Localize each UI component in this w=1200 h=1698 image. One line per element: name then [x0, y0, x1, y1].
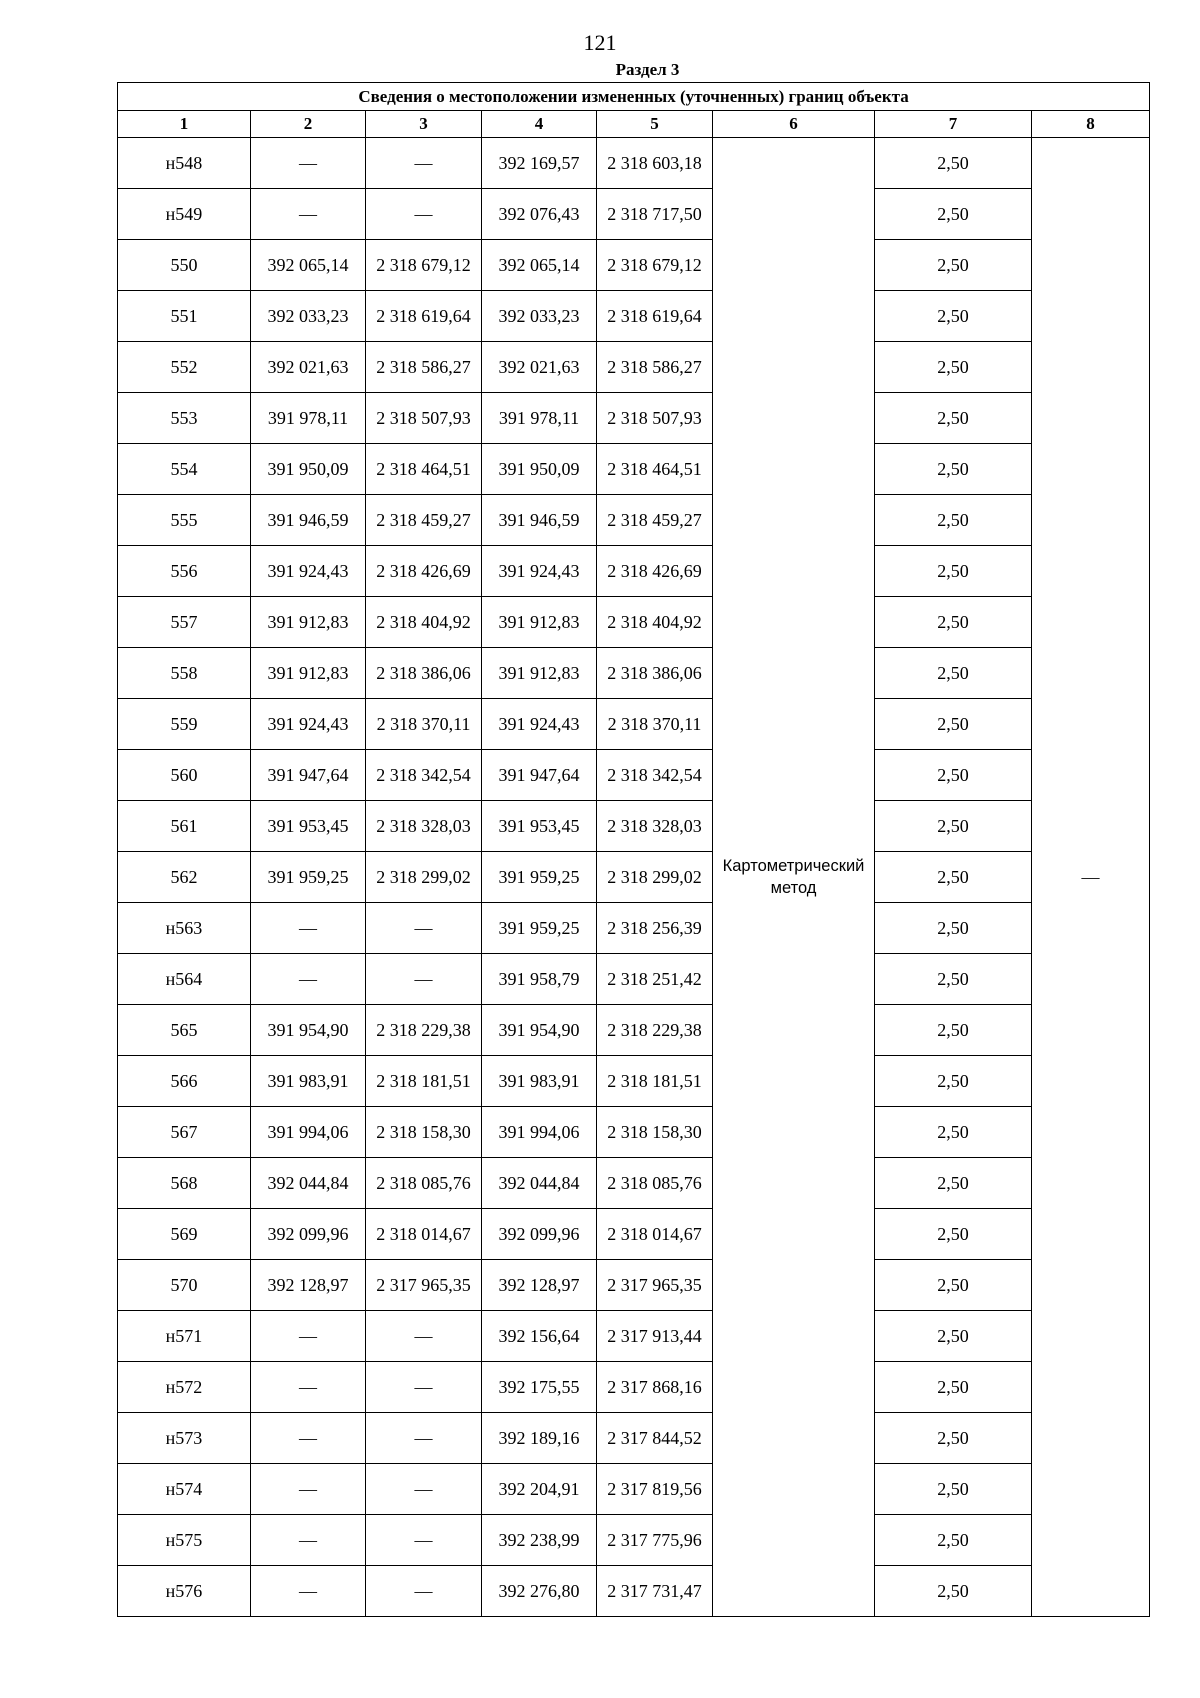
- column-number: 3: [366, 111, 482, 138]
- new-x-cell: 391 953,45: [482, 801, 597, 852]
- old-x-cell: —: [251, 189, 366, 240]
- new-y-cell: 2 317 844,52: [597, 1413, 713, 1464]
- table-row: [118, 801, 1150, 852]
- new-y-cell: 2 318 464,51: [597, 444, 713, 495]
- point-id-cell: н564: [118, 954, 251, 1005]
- accuracy-cell: 2,50: [875, 954, 1032, 1005]
- new-x-cell: 392 076,43: [482, 189, 597, 240]
- table-row: [118, 597, 1150, 648]
- point-id-cell: н574: [118, 1464, 251, 1515]
- accuracy-cell: 2,50: [875, 648, 1032, 699]
- old-x-cell: 391 959,25: [251, 852, 366, 903]
- accuracy-cell: 2,50: [875, 444, 1032, 495]
- old-x-cell: —: [251, 1311, 366, 1362]
- old-y-cell: —: [366, 1311, 482, 1362]
- table-row: [118, 240, 1150, 291]
- table-row: [118, 291, 1150, 342]
- new-y-cell: 2 318 370,11: [597, 699, 713, 750]
- new-x-cell: 391 978,11: [482, 393, 597, 444]
- column-numbers-row: [118, 111, 1150, 138]
- old-x-cell: 391 912,83: [251, 648, 366, 699]
- point-id-cell: 565: [118, 1005, 251, 1056]
- accuracy-cell: 2,50: [875, 1260, 1032, 1311]
- old-x-cell: —: [251, 903, 366, 954]
- old-y-cell: 2 318 507,93: [366, 393, 482, 444]
- new-x-cell: 391 924,43: [482, 546, 597, 597]
- new-x-cell: 391 912,83: [482, 648, 597, 699]
- new-x-cell: 391 947,64: [482, 750, 597, 801]
- point-id-cell: 550: [118, 240, 251, 291]
- point-id-cell: 558: [118, 648, 251, 699]
- point-id-cell: 552: [118, 342, 251, 393]
- table-row: [118, 1362, 1150, 1413]
- table-row: [118, 750, 1150, 801]
- old-y-cell: 2 318 586,27: [366, 342, 482, 393]
- old-x-cell: 392 021,63: [251, 342, 366, 393]
- point-id-cell: 554: [118, 444, 251, 495]
- old-y-cell: 2 318 299,02: [366, 852, 482, 903]
- table-caption: Сведения о местоположении измененных (уточненных) границ объекта: [118, 83, 1150, 111]
- new-y-cell: 2 318 251,42: [597, 954, 713, 1005]
- old-x-cell: 391 994,06: [251, 1107, 366, 1158]
- point-id-cell: н575: [118, 1515, 251, 1566]
- table-row: [118, 1260, 1150, 1311]
- new-x-cell: 392 276,80: [482, 1566, 597, 1617]
- old-y-cell: 2 318 370,11: [366, 699, 482, 750]
- table-row: [118, 1413, 1150, 1464]
- table-row: [118, 1515, 1150, 1566]
- accuracy-cell: 2,50: [875, 1107, 1032, 1158]
- new-y-cell: 2 318 603,18: [597, 138, 713, 189]
- accuracy-cell: 2,50: [875, 1566, 1032, 1617]
- old-y-cell: 2 318 426,69: [366, 546, 482, 597]
- old-y-cell: 2 318 342,54: [366, 750, 482, 801]
- point-id-cell: н548: [118, 138, 251, 189]
- old-y-cell: —: [366, 1413, 482, 1464]
- new-x-cell: 391 912,83: [482, 597, 597, 648]
- old-y-cell: 2 318 085,76: [366, 1158, 482, 1209]
- old-y-cell: —: [366, 1566, 482, 1617]
- old-x-cell: 391 983,91: [251, 1056, 366, 1107]
- column-number: 6: [713, 111, 875, 138]
- old-x-cell: 391 912,83: [251, 597, 366, 648]
- column-number: 2: [251, 111, 366, 138]
- new-y-cell: 2 318 014,67: [597, 1209, 713, 1260]
- accuracy-cell: 2,50: [875, 1413, 1032, 1464]
- old-y-cell: —: [366, 954, 482, 1005]
- table-row: [118, 393, 1150, 444]
- point-id-cell: 556: [118, 546, 251, 597]
- table-row: [118, 495, 1150, 546]
- old-x-cell: —: [251, 1464, 366, 1515]
- accuracy-cell: 2,50: [875, 1005, 1032, 1056]
- new-x-cell: 391 950,09: [482, 444, 597, 495]
- old-x-cell: 392 044,84: [251, 1158, 366, 1209]
- accuracy-cell: 2,50: [875, 1209, 1032, 1260]
- table-row: [118, 1311, 1150, 1362]
- old-x-cell: 391 950,09: [251, 444, 366, 495]
- point-id-cell: 567: [118, 1107, 251, 1158]
- method-cell: Картометрический метод: [713, 138, 875, 1617]
- accuracy-cell: 2,50: [875, 495, 1032, 546]
- new-y-cell: 2 318 459,27: [597, 495, 713, 546]
- point-id-cell: 560: [118, 750, 251, 801]
- accuracy-cell: 2,50: [875, 240, 1032, 291]
- point-id-cell: 561: [118, 801, 251, 852]
- old-y-cell: 2 318 386,06: [366, 648, 482, 699]
- table-row: [118, 699, 1150, 750]
- accuracy-cell: 2,50: [875, 699, 1032, 750]
- point-id-cell: 570: [118, 1260, 251, 1311]
- column-number: 4: [482, 111, 597, 138]
- point-id-cell: 569: [118, 1209, 251, 1260]
- new-x-cell: 392 128,97: [482, 1260, 597, 1311]
- old-y-cell: —: [366, 138, 482, 189]
- boundary-points-table: [117, 82, 1150, 1617]
- new-y-cell: 2 318 229,38: [597, 1005, 713, 1056]
- point-id-cell: 562: [118, 852, 251, 903]
- old-y-cell: —: [366, 189, 482, 240]
- point-id-cell: 559: [118, 699, 251, 750]
- old-y-cell: 2 318 158,30: [366, 1107, 482, 1158]
- old-x-cell: 391 954,90: [251, 1005, 366, 1056]
- new-y-cell: 2 318 256,39: [597, 903, 713, 954]
- new-y-cell: 2 318 426,69: [597, 546, 713, 597]
- table-row: [118, 1209, 1150, 1260]
- old-x-cell: 392 128,97: [251, 1260, 366, 1311]
- table-row: [118, 1056, 1150, 1107]
- point-id-cell: н563: [118, 903, 251, 954]
- new-y-cell: 2 317 965,35: [597, 1260, 713, 1311]
- point-id-cell: н573: [118, 1413, 251, 1464]
- table-row: [118, 546, 1150, 597]
- new-x-cell: 392 099,96: [482, 1209, 597, 1260]
- accuracy-cell: 2,50: [875, 1362, 1032, 1413]
- column8-cell: —: [1032, 138, 1150, 1617]
- old-x-cell: 391 946,59: [251, 495, 366, 546]
- old-x-cell: 391 924,43: [251, 546, 366, 597]
- table-row: [118, 1158, 1150, 1209]
- new-x-cell: 392 169,57: [482, 138, 597, 189]
- accuracy-cell: 2,50: [875, 1515, 1032, 1566]
- point-id-cell: 551: [118, 291, 251, 342]
- new-x-cell: 392 065,14: [482, 240, 597, 291]
- old-x-cell: —: [251, 1566, 366, 1617]
- new-x-cell: 391 924,43: [482, 699, 597, 750]
- table-row: [118, 189, 1150, 240]
- new-y-cell: 2 317 868,16: [597, 1362, 713, 1413]
- table-row: [118, 903, 1150, 954]
- accuracy-cell: 2,50: [875, 1158, 1032, 1209]
- old-y-cell: 2 317 965,35: [366, 1260, 482, 1311]
- point-id-cell: 566: [118, 1056, 251, 1107]
- new-x-cell: 391 994,06: [482, 1107, 597, 1158]
- old-y-cell: 2 318 404,92: [366, 597, 482, 648]
- old-y-cell: 2 318 459,27: [366, 495, 482, 546]
- table-row: [118, 1005, 1150, 1056]
- accuracy-cell: 2,50: [875, 546, 1032, 597]
- accuracy-cell: 2,50: [875, 189, 1032, 240]
- accuracy-cell: 2,50: [875, 1464, 1032, 1515]
- new-x-cell: 391 954,90: [482, 1005, 597, 1056]
- old-y-cell: 2 318 229,38: [366, 1005, 482, 1056]
- old-x-cell: 392 033,23: [251, 291, 366, 342]
- new-y-cell: 2 317 775,96: [597, 1515, 713, 1566]
- table-row: [118, 1464, 1150, 1515]
- accuracy-cell: 2,50: [875, 750, 1032, 801]
- new-x-cell: 392 175,55: [482, 1362, 597, 1413]
- accuracy-cell: 2,50: [875, 801, 1032, 852]
- accuracy-cell: 2,50: [875, 291, 1032, 342]
- old-x-cell: 391 978,11: [251, 393, 366, 444]
- accuracy-cell: 2,50: [875, 852, 1032, 903]
- accuracy-cell: 2,50: [875, 138, 1032, 189]
- new-y-cell: 2 318 181,51: [597, 1056, 713, 1107]
- table-row: [118, 342, 1150, 393]
- new-x-cell: 392 156,64: [482, 1311, 597, 1362]
- old-y-cell: —: [366, 1515, 482, 1566]
- table-row: [118, 1107, 1150, 1158]
- new-y-cell: 2 318 404,92: [597, 597, 713, 648]
- old-x-cell: —: [251, 1515, 366, 1566]
- point-id-cell: 568: [118, 1158, 251, 1209]
- new-x-cell: 391 946,59: [482, 495, 597, 546]
- old-x-cell: 392 099,96: [251, 1209, 366, 1260]
- new-y-cell: 2 317 913,44: [597, 1311, 713, 1362]
- accuracy-cell: 2,50: [875, 903, 1032, 954]
- old-x-cell: 391 953,45: [251, 801, 366, 852]
- new-y-cell: 2 318 085,76: [597, 1158, 713, 1209]
- table-row: [118, 852, 1150, 903]
- accuracy-cell: 2,50: [875, 393, 1032, 444]
- new-x-cell: 392 033,23: [482, 291, 597, 342]
- accuracy-cell: 2,50: [875, 342, 1032, 393]
- section-title: Раздел 3: [615, 60, 680, 79]
- old-x-cell: —: [251, 138, 366, 189]
- old-y-cell: 2 318 181,51: [366, 1056, 482, 1107]
- new-x-cell: 391 958,79: [482, 954, 597, 1005]
- old-x-cell: 391 947,64: [251, 750, 366, 801]
- old-x-cell: —: [251, 954, 366, 1005]
- old-x-cell: 391 924,43: [251, 699, 366, 750]
- column-number: 7: [875, 111, 1032, 138]
- page-number: 121: [583, 30, 617, 55]
- column-number: 1: [118, 111, 251, 138]
- new-y-cell: 2 318 328,03: [597, 801, 713, 852]
- point-id-cell: н571: [118, 1311, 251, 1362]
- new-y-cell: 2 318 679,12: [597, 240, 713, 291]
- old-y-cell: 2 318 679,12: [366, 240, 482, 291]
- point-id-cell: 557: [118, 597, 251, 648]
- accuracy-cell: 2,50: [875, 597, 1032, 648]
- new-x-cell: 391 959,25: [482, 903, 597, 954]
- old-y-cell: 2 318 619,64: [366, 291, 482, 342]
- old-y-cell: —: [366, 1362, 482, 1413]
- new-y-cell: 2 317 731,47: [597, 1566, 713, 1617]
- column-number: 8: [1032, 111, 1150, 138]
- point-id-cell: 555: [118, 495, 251, 546]
- new-x-cell: 392 021,63: [482, 342, 597, 393]
- old-y-cell: —: [366, 903, 482, 954]
- accuracy-cell: 2,50: [875, 1311, 1032, 1362]
- new-y-cell: 2 318 586,27: [597, 342, 713, 393]
- new-y-cell: 2 318 619,64: [597, 291, 713, 342]
- table-row: [118, 444, 1150, 495]
- table-row: [118, 954, 1150, 1005]
- old-x-cell: —: [251, 1413, 366, 1464]
- old-y-cell: 2 318 014,67: [366, 1209, 482, 1260]
- old-x-cell: —: [251, 1362, 366, 1413]
- table-row: [118, 138, 1150, 189]
- old-y-cell: —: [366, 1464, 482, 1515]
- new-y-cell: 2 318 342,54: [597, 750, 713, 801]
- new-y-cell: 2 318 158,30: [597, 1107, 713, 1158]
- table-row: [118, 1566, 1150, 1617]
- point-id-cell: 553: [118, 393, 251, 444]
- table-body: [118, 138, 1150, 1617]
- table-row: [118, 648, 1150, 699]
- new-y-cell: 2 318 299,02: [597, 852, 713, 903]
- new-x-cell: 391 959,25: [482, 852, 597, 903]
- new-y-cell: 2 318 507,93: [597, 393, 713, 444]
- old-x-cell: 392 065,14: [251, 240, 366, 291]
- accuracy-cell: 2,50: [875, 1056, 1032, 1107]
- point-id-cell: н549: [118, 189, 251, 240]
- new-y-cell: 2 317 819,56: [597, 1464, 713, 1515]
- new-x-cell: 392 044,84: [482, 1158, 597, 1209]
- new-x-cell: 392 189,16: [482, 1413, 597, 1464]
- new-x-cell: 391 983,91: [482, 1056, 597, 1107]
- new-y-cell: 2 318 717,50: [597, 189, 713, 240]
- new-x-cell: 392 238,99: [482, 1515, 597, 1566]
- point-id-cell: н572: [118, 1362, 251, 1413]
- new-x-cell: 392 204,91: [482, 1464, 597, 1515]
- point-id-cell: н576: [118, 1566, 251, 1617]
- old-y-cell: 2 318 464,51: [366, 444, 482, 495]
- new-y-cell: 2 318 386,06: [597, 648, 713, 699]
- old-y-cell: 2 318 328,03: [366, 801, 482, 852]
- column-number: 5: [597, 111, 713, 138]
